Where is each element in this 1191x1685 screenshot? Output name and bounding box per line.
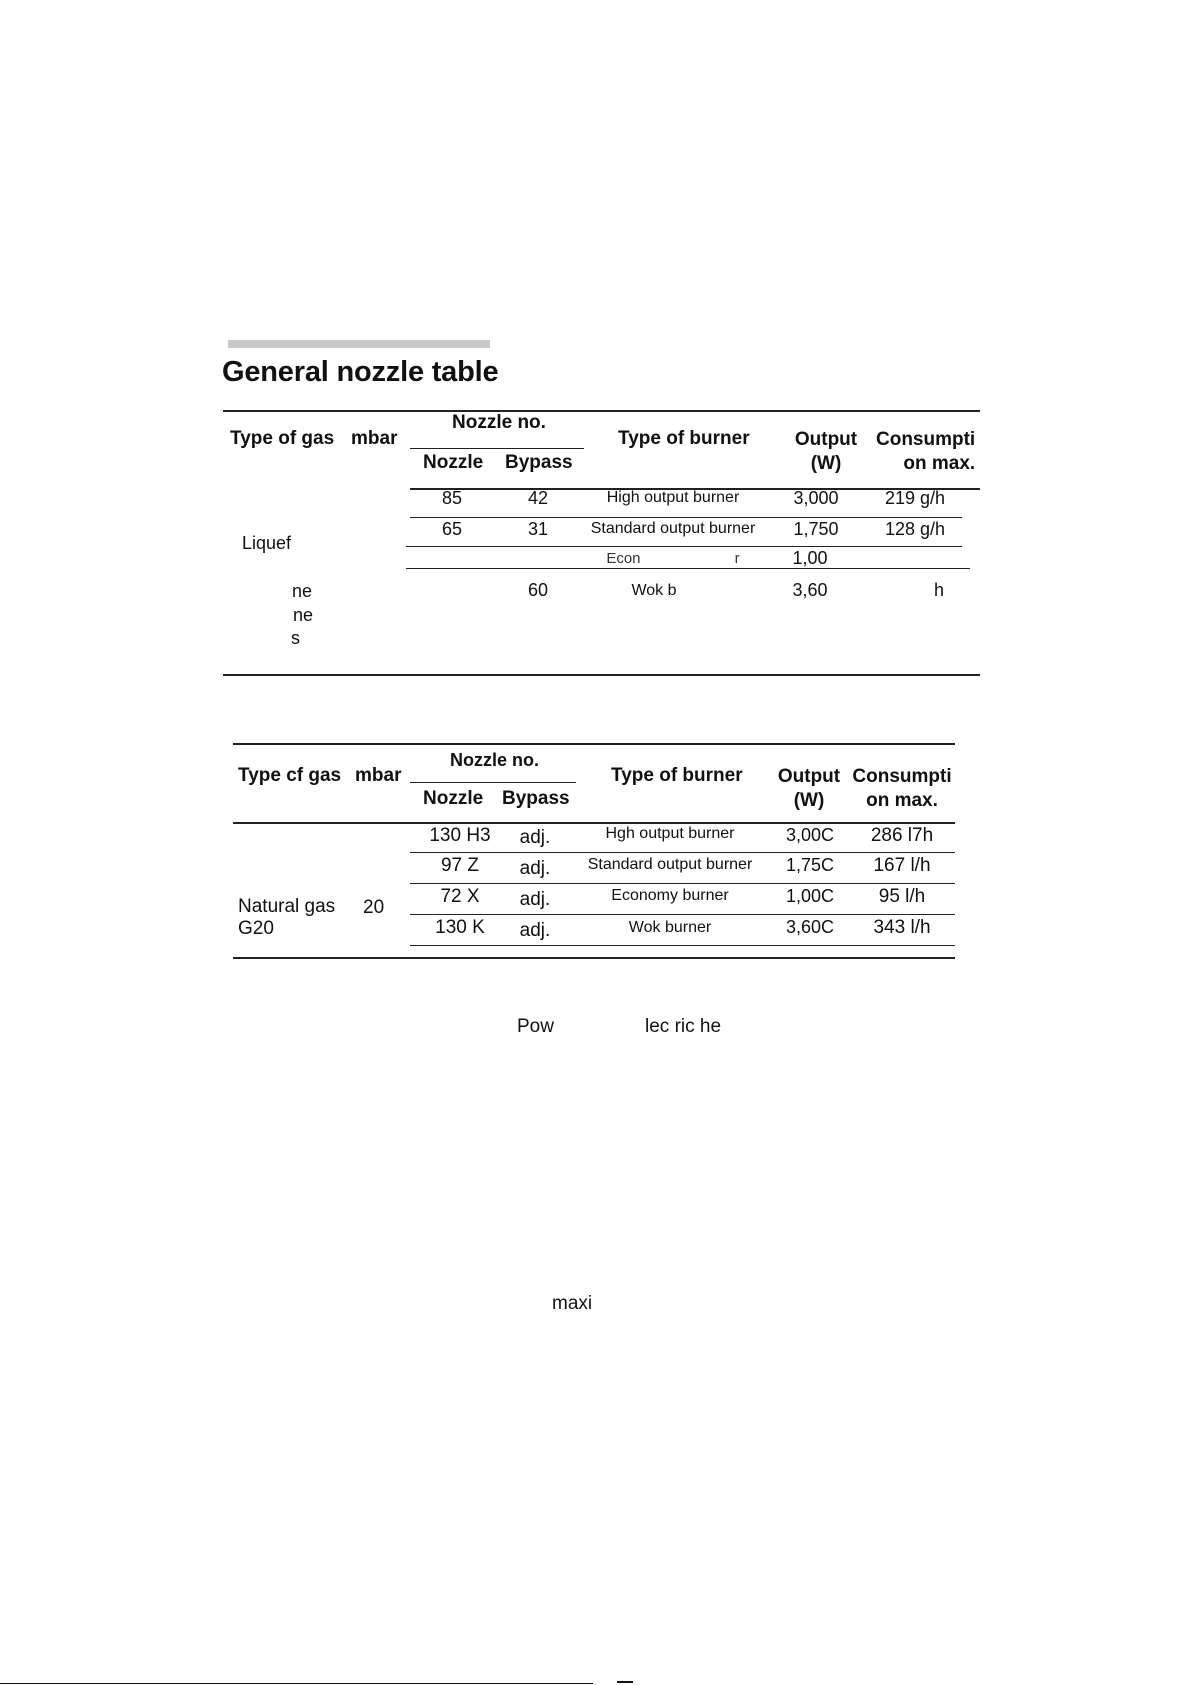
table1-gas-label: Liquef — [242, 533, 292, 553]
footer-rule — [0, 1683, 593, 1684]
table2-header-nozzle: Nozzle — [423, 788, 484, 809]
table2-header-rule — [233, 822, 955, 824]
output-value: 1,75C — [786, 855, 835, 875]
table2-header-output: Output (W) — [777, 766, 841, 811]
table1-row-rule — [406, 546, 962, 547]
burner-name: Economy burner — [611, 887, 729, 904]
table1-header-nozzle-no: Nozzle no. — [452, 412, 546, 433]
nozzle-value: 65 — [441, 519, 463, 539]
bypass-value: 42 — [527, 488, 549, 508]
table1-header-nozzle: Nozzle — [423, 452, 484, 473]
consumption-value: 343 l/h — [873, 917, 931, 938]
table1-header-bypass: Bypass — [505, 452, 573, 473]
section-accent-bar — [228, 340, 490, 348]
output-value: 1,00 — [792, 548, 828, 568]
table2-bottom-rule — [233, 957, 955, 959]
nozzle-value: 130 H3 — [429, 825, 491, 846]
section-title: General nozzle table — [222, 356, 499, 388]
nozzle-value: 72 X — [440, 886, 480, 907]
nozzle-value: 97 Z — [440, 855, 480, 876]
text-fragment-maxi: maxi — [552, 1293, 593, 1314]
table2-row-rule — [410, 852, 955, 853]
table1-header-output: Output (W) — [794, 429, 858, 474]
consumption-value: 95 l/h — [878, 886, 926, 907]
burner-name: Wok b — [631, 582, 677, 599]
bypass-value: 60 — [527, 580, 549, 600]
output-value: 3,000 — [793, 488, 839, 508]
bypass-value: adj. — [519, 889, 551, 910]
nozzle-value: 130 K — [435, 917, 485, 938]
table1-gas-label-fragment: ne — [293, 605, 314, 625]
table2-header-mbar: mbar — [355, 765, 402, 786]
bypass-value: adj. — [519, 858, 551, 879]
output-value: 1,750 — [793, 519, 839, 539]
table1-bottom-rule — [223, 674, 980, 676]
bypass-value: adj. — [519, 920, 551, 941]
table2-header-nozzle-no: Nozzle no. — [450, 750, 539, 770]
table1-header-mbar: mbar — [351, 428, 398, 449]
table2-header-type-of-burner: Type of burner — [611, 765, 743, 786]
consumption-value: h — [934, 580, 945, 600]
table2-header-bypass: Bypass — [502, 788, 570, 809]
output-value: 3,60C — [786, 917, 835, 937]
table2-top-rule — [233, 743, 955, 745]
bypass-value: adj. — [519, 827, 551, 848]
burner-name: Standard output burner — [587, 856, 753, 873]
table1-row-rule — [406, 568, 970, 569]
table1-top-rule — [223, 410, 980, 412]
table1-gas-label-fragment: ne — [292, 581, 313, 601]
table1-nozzle-no-underline — [410, 448, 584, 449]
consumption-value: 167 l/h — [873, 855, 931, 876]
table2-gas-label: Natural gas G20 — [238, 896, 336, 939]
burner-name: High output burner — [606, 489, 740, 506]
text-fragment-electric: lec ric he — [645, 1016, 722, 1037]
table2-nozzle-no-underline — [410, 782, 576, 783]
table2-row-rule — [410, 945, 955, 946]
burner-name: Standard output burner — [590, 520, 756, 537]
bypass-value: 31 — [527, 519, 549, 539]
table2-row-rule — [410, 914, 955, 915]
consumption-value: 286 l7h — [870, 825, 934, 846]
table2-mbar-value: 20 — [363, 897, 385, 918]
consumption-value: 219 g/h — [884, 488, 946, 508]
burner-name: Econ r — [606, 550, 740, 567]
burner-name: Hgh output burner — [605, 825, 735, 842]
output-value: 3,60 — [792, 580, 828, 600]
burner-name: Wok burner — [628, 919, 712, 936]
table1-header-consumption: Consumpti on max. — [876, 429, 976, 474]
table1-row-rule — [410, 517, 962, 518]
table2-header-consumption: Consumpti on max. — [852, 766, 952, 811]
output-value: 3,00C — [786, 825, 835, 845]
table1-gas-label-fragment: s — [291, 628, 300, 648]
consumption-value: 128 g/h — [884, 519, 946, 539]
table2-header-type-of-gas: Type cf gas — [238, 765, 342, 786]
footer-mark — [617, 1681, 633, 1683]
table1-header-type-of-gas: Type of gas — [230, 428, 335, 449]
table2-row-rule — [410, 883, 955, 884]
text-fragment-power: Pow — [517, 1016, 554, 1037]
table1-header-type-of-burner: Type of burner — [618, 428, 750, 449]
output-value: 1,00C — [786, 886, 835, 906]
nozzle-value: 85 — [441, 488, 463, 508]
